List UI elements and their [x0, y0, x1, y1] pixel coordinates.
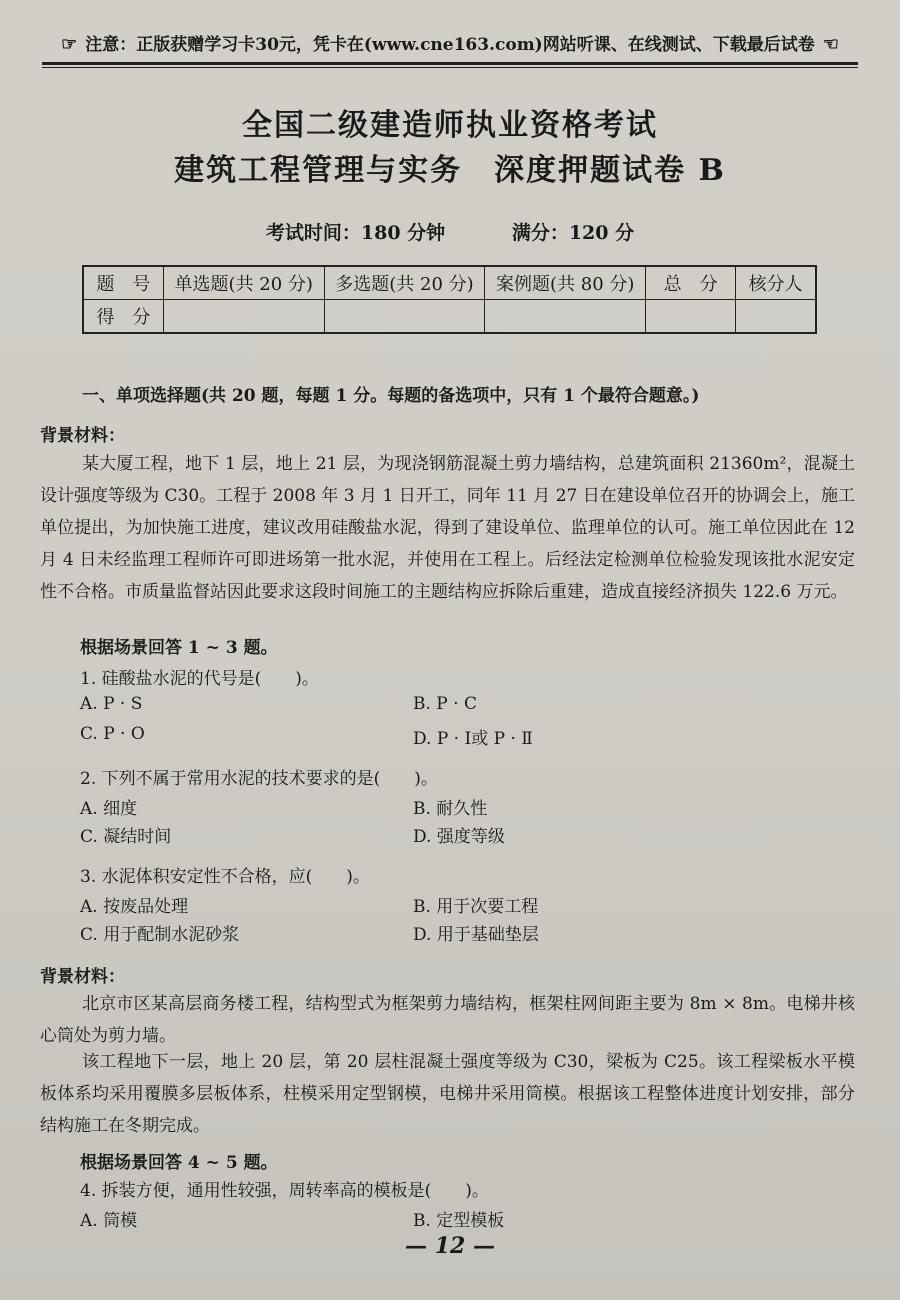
score-row-label: 得 分: [83, 300, 163, 334]
background-label: 背景材料：: [40, 967, 125, 987]
exam-subtitle: 建筑工程管理与实务 深度押题试卷 B: [174, 153, 726, 188]
scenario-prompt: 根据场景回答 1 ~ 3 题。: [80, 638, 278, 658]
option-c[interactable]: C. 凝结时间: [80, 827, 172, 847]
score-cell[interactable]: [736, 300, 816, 334]
score-header-cell: 多选题(共 20 分): [324, 266, 485, 300]
option-b[interactable]: B. 定型模板: [413, 1211, 505, 1231]
background-text: 该工程地下一层，地上 20 层，第 20 层柱混凝土强度等级为 C30，梁板为 C25。该工程梁板水平模板体系均采用覆膜多层板体系，柱模采用定型钢模，电梯井采用筒模。根据该工程整体进度计划安排，部分结构施工在冬期完成。: [40, 1052, 855, 1136]
score-table-header-row: [83, 266, 816, 300]
score-table-score-row: [83, 300, 816, 334]
score-cell[interactable]: [485, 300, 646, 334]
option-b[interactable]: B. 用于次要工程: [413, 897, 539, 917]
notice-text: 注意：正版获赠学习卡30元，凭卡在(www.cne163.com)网站听课、在线测试、下载最后试卷: [85, 35, 815, 55]
header-rule-thin: [42, 67, 858, 68]
option-a[interactable]: A. 按废品处理: [80, 897, 189, 917]
option-c[interactable]: C. 用于配制水泥砂浆: [80, 925, 240, 945]
option-a[interactable]: A. P · S: [80, 694, 143, 714]
exam-time: 考试时间：180 分钟: [265, 222, 446, 244]
exam-title: 全国二级建造师执业资格考试: [242, 108, 658, 143]
score-cell[interactable]: [324, 300, 485, 334]
question-stem: 1. 硅酸盐水泥的代号是( )。: [80, 669, 319, 689]
score-header-cell: 案例题(共 80 分): [485, 266, 646, 300]
page-number: — 12 —: [405, 1233, 495, 1259]
exam-meta: [0, 218, 900, 245]
option-c[interactable]: C. P · O: [80, 724, 145, 744]
hand-pointing-right-icon: ☞: [61, 34, 78, 55]
background-label: 背景材料：: [40, 426, 125, 446]
section-heading: 一、单项选择题(共 20 题，每题 1 分。每题的备选项中，只有 1 个最符合题意。): [82, 386, 700, 406]
hand-pointing-left-icon: ☜: [822, 34, 839, 55]
score-table: [82, 265, 817, 334]
question-stem: 2. 下列不属于常用水泥的技术要求的是( )。: [80, 769, 438, 789]
score-header-cell: 题 号: [83, 266, 163, 300]
option-b[interactable]: B. 耐久性: [413, 799, 488, 819]
option-d[interactable]: D. P · Ⅰ或 P · Ⅱ: [413, 729, 533, 749]
background-text: 北京市区某高层商务楼工程，结构型式为框架剪力墙结构，框架柱网间距主要为 8m × 8m。电梯井核心筒处为剪力墙。: [40, 994, 855, 1046]
question-stem: 3. 水泥体积安定性不合格，应( )。: [80, 867, 370, 887]
option-a[interactable]: A. 筒模: [80, 1211, 138, 1231]
option-d[interactable]: D. 用于基础垫层: [413, 925, 539, 945]
score-header-cell: 单选题(共 20 分): [163, 266, 324, 300]
option-b[interactable]: B. P · C: [413, 694, 477, 714]
score-header-cell: 总 分: [646, 266, 736, 300]
score-header-cell: 核分人: [736, 266, 816, 300]
score-cell[interactable]: [646, 300, 736, 334]
question-stem: 4. 拆装方便，通用性较强，周转率高的模板是( )。: [80, 1181, 489, 1201]
option-d[interactable]: D. 强度等级: [413, 827, 505, 847]
background-text: 某大厦工程，地下 1 层，地上 21 层，为现浇钢筋混凝土剪力墙结构，总建筑面积 21360m²，混凝土设计强度等级为 C30。工程于 2008 年 3 月 1 日开工，同年 11 月 27 日在建设单位召开的协调会上，施工单位提出，为加快施工进度，建议改用硅酸盐水泥，得到了建设单位、监理单位的认可。施工单位因此在 12 月 4 日未经监理工程师许可即进场第一批水泥，并使用在工程上。后经法定检测单位检验发现该批水泥安定性不合格。市质量监督站因此要求这段时间施工的主题结构应拆除后重建，造成直接经济损失 122.6 万元。: [40, 454, 855, 602]
header-rule-thick: [42, 62, 858, 65]
option-a[interactable]: A. 细度: [80, 799, 138, 819]
scenario-prompt: 根据场景回答 4 ~ 5 题。: [80, 1153, 278, 1173]
score-cell[interactable]: [163, 300, 324, 334]
exam-full-score: 满分：120 分: [511, 222, 635, 244]
notice-banner: [0, 30, 900, 60]
